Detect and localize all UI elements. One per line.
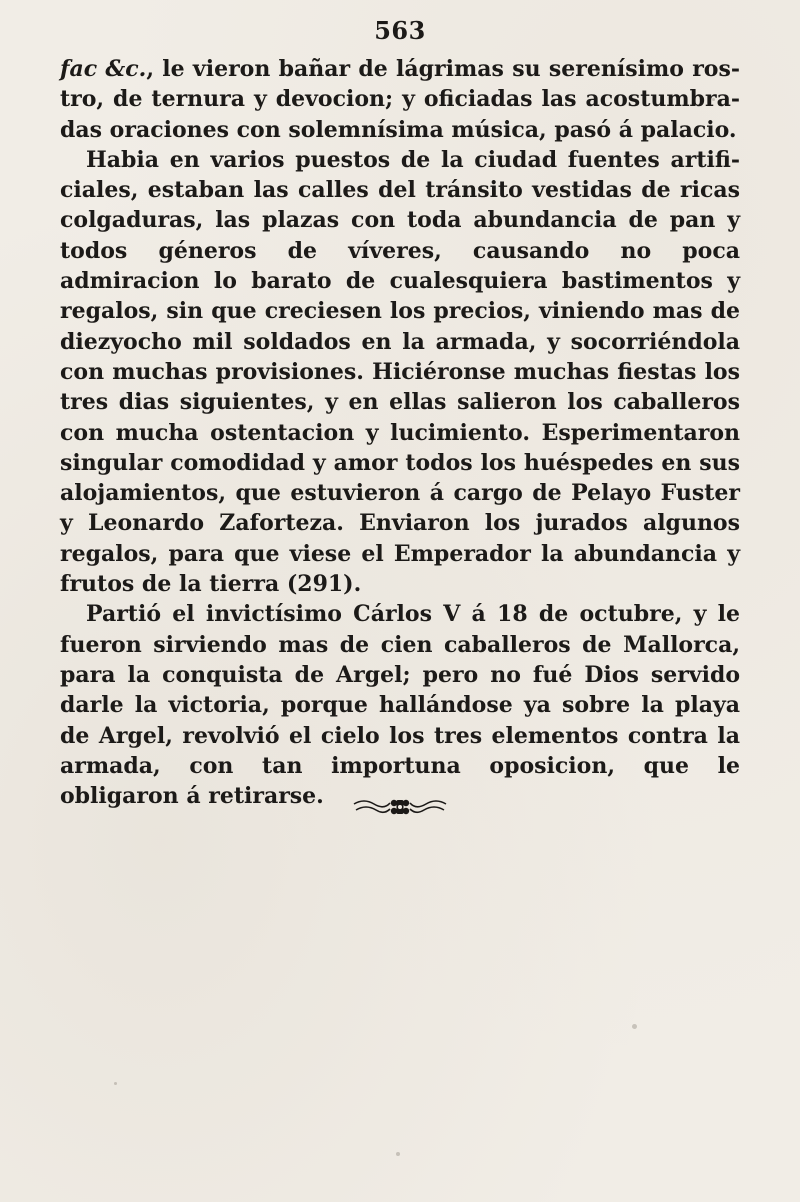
paragraph-1 [60,54,740,145]
paragraph-3: Partió el invictísimo Cárlos V á 18 de octubre, y le fueron sirviendo mas de cien caballeros de Mallorca, para la conquista de Argel; pero no fué Dios servido darle la victoria, porque hallándose ya sobre la playa de Argel, revolvió el cielo los tres elementos contra la armada, con tan importuna oposicion, que le obligaron á retirarse. [60,601,740,810]
body-text [60,54,740,811]
paper-speck [712,98,715,101]
paper-speck [632,1024,637,1029]
paper-speck [114,1082,117,1085]
paragraph-1-text: , le vieron bañar de lágrimas su serenísimo rostro, de ternura y devocion; y oficiadas las acostumbradas oraciones con solemnísima música, pasó á palacio. [60,56,740,143]
opening-italic-word: fac [60,56,98,82]
paragraph-2: Habia en varios puestos de la ciudad fuentes artificiales, estaban las calles del tránsito vestidas de ricas colgaduras, las plazas con toda abundancia de pan y todos géneros de víveres, causando no poca admiracion lo barato de cualesquiera bastimentos y regalos, sin que creciesen los precios, viniendo mas de diezyocho mil soldados en la armada, y socorriéndola con muchas provisiones. Hiciéronse muchas fiestas los tres dias siguientes, y en ellas salieron los caballeros con mucha ostentacion y lucimiento. Esperimentaron singular comodidad y amor todos los huéspedes en sus alojamientos, que estuvieron á cargo de Pelayo Fuster y Leonardo Zaforteza. Enviaron los jurados algunos regalos, para que viese el Emperador la abundancia y frutos de la tierra (291). [60,146,740,598]
opening-abbreviation: &c. [105,56,147,82]
printer-ornament-icon [350,794,450,820]
paper-speck [396,1152,400,1156]
page-number: 563 [374,16,426,45]
